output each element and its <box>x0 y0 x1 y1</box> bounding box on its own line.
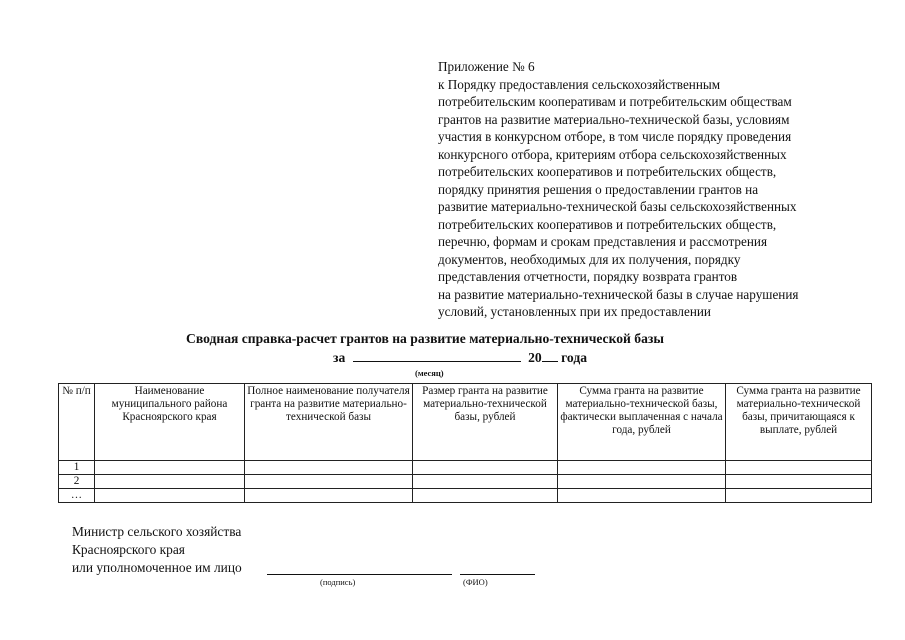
table-header-row <box>59 384 872 461</box>
col-header-paid-amount: Сумма гранта на развитие материально-технической базы, фактически выплаченная с начала года, рублей <box>558 384 726 461</box>
col-header-due-amount: Сумма гранта на развитие материально-технической базы, причитающаяся к выплате, рублей <box>726 384 872 461</box>
month-caption: (месяц) <box>415 368 444 378</box>
year-blank[interactable] <box>542 349 558 362</box>
table-cell: 1 <box>59 461 95 475</box>
document-title: Сводная справка-расчет грантов на развитие материально-технической базы <box>186 331 664 346</box>
col-header-recipient: Полное наименование получателя гранта на развитие материально-технической базы <box>245 384 413 461</box>
table-cell[interactable] <box>413 461 558 475</box>
table-cell[interactable] <box>245 475 413 489</box>
table-cell[interactable] <box>726 489 872 503</box>
col-header-district: Наименование муниципального района Красноярского края <box>95 384 245 461</box>
table-cell[interactable] <box>558 489 726 503</box>
table-cell[interactable] <box>413 475 558 489</box>
period-prefix: за <box>333 350 346 365</box>
signer-line: Министр сельского хозяйства <box>72 524 242 539</box>
table-cell: 2 <box>59 475 95 489</box>
table-cell[interactable] <box>95 461 245 475</box>
appendix-line: развитие материально-технической базы сельскохозяйственных <box>438 199 797 214</box>
appendix-line: потребительских кооперативов и потребительских обществ, <box>438 216 777 232</box>
name-caption: (ФИО) <box>463 577 488 587</box>
appendix-line: на развитие материально-технической базы в случае нарушения <box>438 286 799 302</box>
signer-line: Красноярского края <box>72 542 185 557</box>
appendix-heading: Приложение № 6 <box>438 59 535 74</box>
appendix-line: конкурсного отбора, критериям отбора сельскохозяйственных <box>438 146 787 162</box>
signer-block <box>72 523 242 577</box>
table-row <box>59 475 872 489</box>
signature-blank[interactable] <box>267 574 452 575</box>
appendix-block <box>438 58 878 321</box>
table-cell[interactable] <box>95 475 245 489</box>
appendix-line: перечню, формам и срокам представления и рассмотрения <box>438 234 768 249</box>
table-row <box>59 489 872 503</box>
signature-caption: (подпись) <box>320 577 356 587</box>
appendix-line: к Порядку предоставления сельскохозяйственным <box>438 76 721 92</box>
period-suffix: года <box>561 350 587 365</box>
table-cell[interactable] <box>726 475 872 489</box>
appendix-line: представления отчетности, порядку возврата грантов <box>438 269 738 284</box>
year-prefix: 20 <box>528 350 542 365</box>
appendix-line: потребительских кооперативов и потребительских обществ, <box>438 164 777 179</box>
table-cell[interactable] <box>558 461 726 475</box>
appendix-line: грантов на развитие материально-технической базы, условиям <box>438 111 790 127</box>
appendix-line: потребительским кооперативам и потребительским обществам <box>438 94 792 109</box>
appendix-line: документов, необходимых для их получения, порядку <box>438 251 741 267</box>
appendix-line: порядку принятия решения о предоставлении грантов на <box>438 181 759 197</box>
appendix-line: участия в конкурсном отборе, в том числе порядку проведения <box>438 129 792 144</box>
period-line <box>333 349 587 366</box>
table-cell[interactable] <box>726 461 872 475</box>
table-cell: … <box>59 489 95 503</box>
month-blank[interactable] <box>353 349 521 362</box>
table-cell[interactable] <box>245 489 413 503</box>
name-blank[interactable] <box>460 574 535 575</box>
table-cell[interactable] <box>558 475 726 489</box>
table-row <box>59 461 872 475</box>
table-cell[interactable] <box>413 489 558 503</box>
appendix-line: условий, установленных при их предоставлении <box>438 304 711 319</box>
grant-table <box>58 383 872 503</box>
table-cell[interactable] <box>95 489 245 503</box>
col-header-number: № п/п <box>59 384 95 461</box>
table-cell[interactable] <box>245 461 413 475</box>
col-header-grant-size: Размер гранта на развитие материально-технической базы, рублей <box>413 384 558 461</box>
signer-line: или уполномоченное им лицо <box>72 560 242 575</box>
